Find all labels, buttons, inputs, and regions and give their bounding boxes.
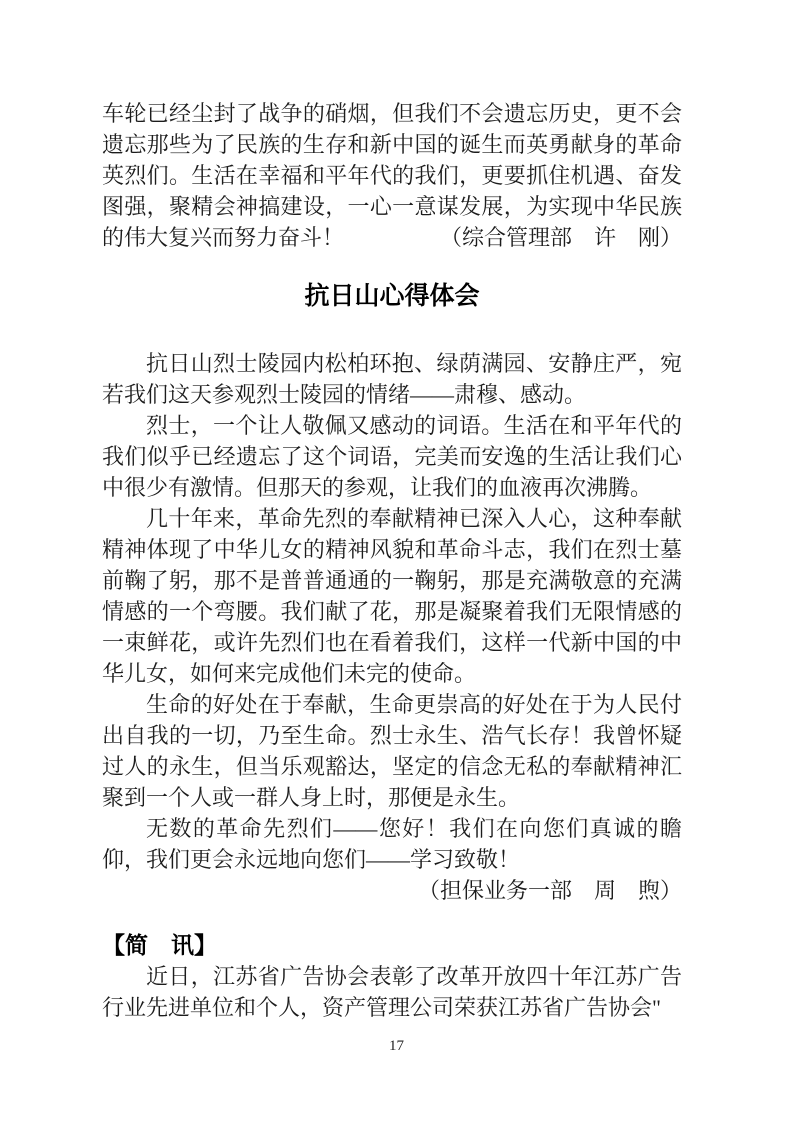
article-paragraph: 抗日山烈士陵园内松柏环抱、绿荫满园、安静庄严，宛若我们这天参观烈士陵园的情绪——肃穆、感动。 xyxy=(102,351,682,407)
intro-paragraph xyxy=(102,98,682,253)
intro-text: 车轮已经尘封了战争的硝烟，但我们不会遗忘历史，更不会遗忘那些为了民族的生存和新中国的诞生而英勇献身的革命英烈们。生活在幸福和平年代的我们，更要抓住机遇、奋发图强，聚精会神搞建设，一心一意谋发展，为实现中华民族的伟大复兴而努力奋斗！ xyxy=(102,101,682,250)
article-paragraph: 烈士，一个让人敬佩又感动的词语。生活在和平年代的我们似乎已经遗忘了这个词语，完美而安逸的生活让我们心中很少有激情。但那天的参观，让我们的血液再次沸腾。 xyxy=(102,413,682,500)
text-column xyxy=(102,98,682,1023)
brief-paragraph: 近日，江苏省广告协会表彰了改革开放四十年江苏广告行业先进单位和个人，资产管理公司荣获江苏省广告协会" xyxy=(102,964,682,1020)
intro-attribution: （综合管理部 许 刚） xyxy=(439,225,682,250)
page-number: 17 xyxy=(389,1038,404,1054)
article-attribution: （担保业务一部 周 煦） xyxy=(417,878,682,903)
article-paragraph: 生命的好处在于奉献，生命更崇高的好处在于为人民付出自我的一切，乃至生命。烈士永生、浩气长存！我曾怀疑过人的永生，但当乐观豁达，坚定的信念无私的奉献精神汇聚到一个人或一群人身上时，那便是永生。 xyxy=(102,692,682,810)
article-paragraph: 无数的革命先烈们——您好！我们在向您们真诚的瞻仰，我们更会永远地向您们——学习致敬！ xyxy=(102,816,682,872)
article-paragraph: 几十年来，革命先烈的奉献精神已深入人心，这种奉献精神体现了中华儿女的精神风貌和革命斗志，我们在烈士墓前鞠了躬，那不是普普通通的一鞠躬，那是充满敬意的充满情感的一个弯腰。我们献了花，那是凝聚着我们无限情感的一束鲜花，或许先烈们也在看着我们，这样一代新中国的中华儿女，如何来完成他们未完的使命。 xyxy=(102,506,682,686)
article-title: 抗日山心得体会 xyxy=(304,282,480,310)
briefs-section-heading: 【简 讯】 xyxy=(102,932,217,958)
